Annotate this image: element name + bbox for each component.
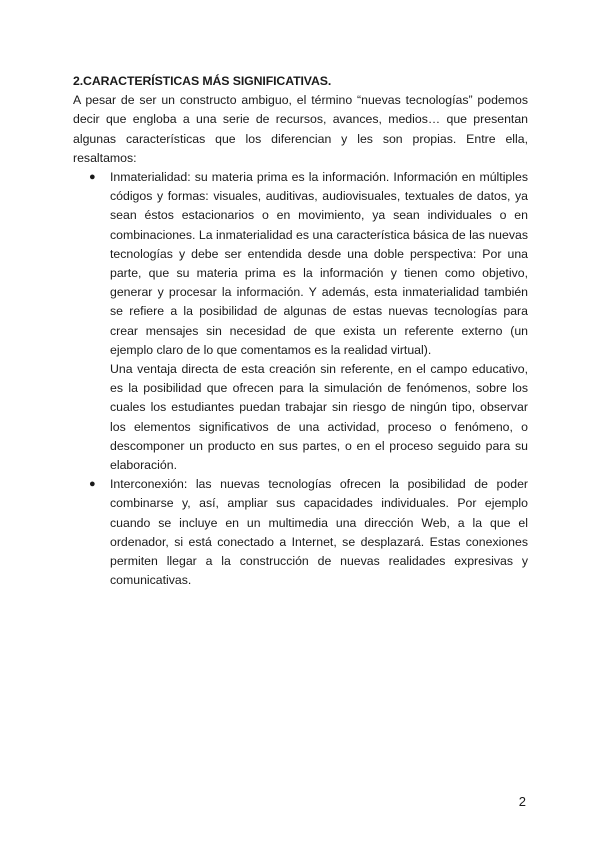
characteristics-list [73,168,528,590]
interconexion-paragraph: Interconexión: las nuevas tecnologías ofrecen la posibilidad de poder combinarse y, así, ampliar sus capacidades individuales. Por ejemplo cuando se incluye en un multimedia una dirección Web, a la que el ordenador, si está conectado a Internet, se desplazará. Estas conexiones permiten llegar a la construcción de nuevas realidades expresivas y comunicativas. [110,477,528,588]
list-item-inmaterialidad [73,168,528,475]
section-heading: 2.CARACTERÍSTICAS MÁS SIGNIFICATIVAS. [73,74,332,88]
inmaterialidad-paragraph: Inmaterialidad: su materia prima es la información. Información en múltiples códigos y formas: visuales, auditivas, audiovisuales, textuales de datos, ya sean éstos estacionarios o en movimiento, ya sean individuales o en combinaciones. La inmaterialidad es una característica básica de las nuevas tecnologías y debe ser entendida desde una doble perspectiva: Por una parte, que su materia prima es la información y tienen como objetivo, generar y procesar la información. Y además, esta inmaterialidad también se refiere a la posibilidad de algunas de estas nuevas tecnologías para crear mensajes sin necesidad de que exista un referente externo (un ejemplo claro de lo que comentamos es la realidad virtual). [110,170,528,357]
intro-paragraph: A pesar de ser un constructo ambiguo, el término “nuevas tecnologías” podemos decir que engloba a una serie de recursos, avances, medios… que presentan algunas características que los diferencian y les son propias. Entre ella, resaltamos: [73,93,528,165]
page-number: 2 [518,794,526,809]
bullet-icon: ● [89,478,96,491]
bullet-icon: ● [89,171,96,184]
ventaja-paragraph: Una ventaja directa de esta creación sin referente, en el campo educativo, es la posibilidad que ofrecen para la simulación de fenómenos, sobre los cuales los estudiantes puedan trabajar sin riesgo de ningún tipo, observar los elementos significativos de una actividad, proceso o fenómeno, o descomponer un producto en sus partes, o en el proceso seguido para su elaboración. [110,362,528,473]
page-content [73,72,528,590]
list-item-interconexion [73,475,528,590]
